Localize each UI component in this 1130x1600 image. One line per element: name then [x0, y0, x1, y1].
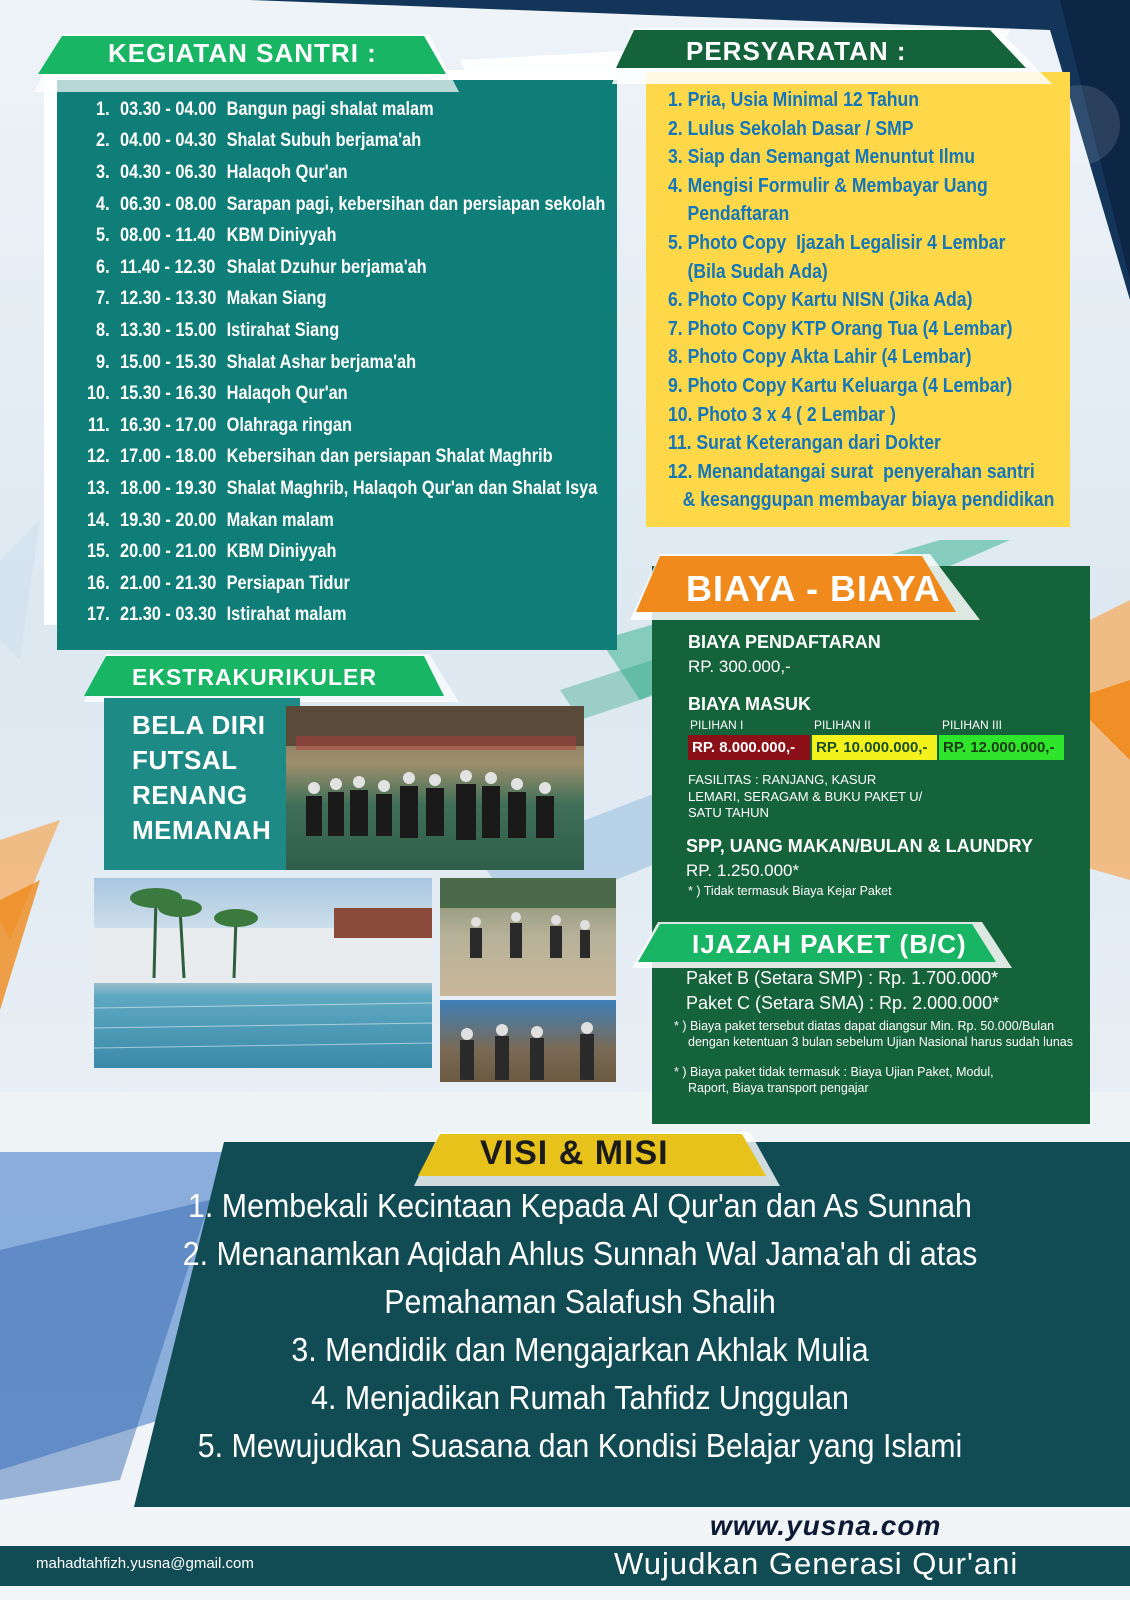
kegiatan-item-number: 1. [96, 98, 110, 120]
martial-arts-photo [440, 878, 616, 996]
visi-item: 3. Mendidik dan Mengajarkan Akhlak Mulia [291, 1331, 869, 1368]
persyaratan-item: 11. Surat Keterangan dari Dokter [668, 432, 941, 455]
biaya-pendaftaran-value: RP. 300.000,- [688, 657, 791, 676]
fasilitas-text [688, 772, 922, 822]
kegiatan-item [77, 189, 605, 221]
kegiatan-item [77, 505, 605, 537]
kegiatan-title: KEGIATAN SANTRI : [108, 38, 377, 68]
kegiatan-item-activity: KBM Diniyyah [226, 541, 337, 563]
biaya-pendaftaran-label: BIAYA PENDAFTARAN [688, 632, 881, 652]
kegiatan-item-time: 20.00 - 21.00 [120, 541, 217, 563]
kegiatan-item-activity: Sarapan pagi, kebersihan dan persiapan sekolah [226, 193, 606, 215]
visi-list [140, 1182, 1020, 1470]
kegiatan-item-time: 03.30 - 04.00 [120, 98, 217, 120]
kegiatan-item-activity: KBM Diniyyah [226, 225, 337, 247]
kegiatan-item-activity: Bangun pagi shalat malam [226, 98, 434, 120]
ekstra-title: EKSTRAKURIKULER [132, 664, 377, 690]
kegiatan-panel [57, 80, 617, 650]
persyaratan-item: 2. Lulus Sekolah Dasar / SMP [668, 117, 914, 140]
persyaratan-item: 3. Siap dan Semangat Menuntut Ilmu [668, 146, 976, 169]
kegiatan-item-time: 04.30 - 06.30 [120, 161, 217, 183]
kegiatan-item-activity: Olahraga ringan [226, 414, 352, 436]
archery-group-photo-figures [440, 1000, 616, 1082]
kegiatan-item-time: 17.00 - 18.00 [120, 446, 217, 468]
kegiatan-item [77, 157, 605, 189]
ijazah-note-line: dengan ketentuan 3 bulan sebelum Ujian Nasional harus sudah lunas [688, 1035, 1073, 1049]
kegiatan-item [77, 442, 605, 474]
pilihan-1-value: RP. 8.000.000,- [688, 735, 810, 760]
kegiatan-item [77, 220, 605, 252]
kegiatan-item-number: 4. [96, 193, 110, 215]
kegiatan-item-activity: Persiapan Tidur [226, 572, 350, 594]
persyaratan-item: 7. Photo Copy KTP Orang Tua (4 Lembar) [668, 317, 1013, 340]
kegiatan-item-time: 06.30 - 08.00 [120, 193, 217, 215]
persyaratan-item: 12. Menandatangai surat penyerahan santri [668, 460, 1035, 483]
kegiatan-item-activity: Makan Siang [226, 288, 327, 310]
persyaratan-item: 1. Pria, Usia Minimal 12 Tahun [668, 89, 920, 111]
kegiatan-item-time: 15.00 - 15.30 [120, 351, 217, 373]
ekstra-item: BELA DIRI [132, 710, 266, 740]
kegiatan-item-number: 14. [86, 509, 110, 531]
kegiatan-item [77, 536, 605, 568]
tagline-text: Wujudkan Generasi Qur'ani [614, 1546, 1019, 1581]
kegiatan-item-number: 2. [96, 130, 110, 152]
visi-item: 1. Membekali Kecintaan Kepada Al Qur'an dan As Sunnah [188, 1187, 972, 1224]
kegiatan-item-activity: Shalat Dzuhur berjama'ah [226, 256, 427, 278]
persyaratan-item: 4. Mengisi Formulir & Membayar Uang [668, 174, 988, 197]
fasilitas-line: SATU TAHUN [688, 805, 769, 820]
kegiatan-item [77, 347, 605, 379]
kegiatan-item-activity: Halaqoh Qur'an [226, 383, 348, 405]
website-text: www.yusna.com [710, 1510, 942, 1541]
pilihan-3-label: PILIHAN III [942, 718, 1003, 732]
visi-item: Pemahaman Salafush Shalih [384, 1283, 776, 1320]
kegiatan-list [77, 94, 691, 631]
futsal-team-photo [286, 706, 584, 870]
kegiatan-item-number: 16. [86, 572, 110, 594]
martial-arts-photo-figures [440, 878, 616, 996]
persyaratan-item: 8. Photo Copy Akta Lahir (4 Lembar) [668, 346, 972, 369]
ijazah-note-1 [674, 1018, 1073, 1050]
swimming-pool-photo-scene [94, 878, 432, 1068]
fasilitas-line: FASILITAS : RANJANG, KASUR [688, 772, 877, 787]
kegiatan-item-time: 16.30 - 17.00 [120, 414, 217, 436]
ekstra-item: MEMANAH [132, 815, 272, 845]
kegiatan-item-number: 12. [86, 446, 110, 468]
ijazah-note-line: Raport, Biaya transport pengajar [688, 1081, 869, 1095]
kegiatan-item-activity: Shalat Subuh berjama'ah [226, 130, 422, 152]
kegiatan-item-number: 7. [96, 288, 110, 310]
kegiatan-item [77, 315, 605, 347]
kegiatan-item [77, 252, 605, 284]
kegiatan-item [77, 568, 605, 600]
paket-b-text: Paket B (Setara SMP) : Rp. 1.700.000* [686, 968, 999, 988]
kegiatan-item-time: 08.00 - 11.40 [120, 225, 216, 247]
kegiatan-item-activity: Istirahat malam [226, 604, 347, 626]
visi-item: 2. Menanamkan Aqidah Ahlus Sunnah Wal Jama'ah di atas [182, 1235, 978, 1272]
kegiatan-item-time: 21.00 - 21.30 [120, 572, 217, 594]
kegiatan-item-activity: Kebersihan dan persiapan Shalat Maghrib [226, 446, 553, 468]
fasilitas-line: LEMARI, SERAGAM & BUKU PAKET U/ [688, 788, 923, 804]
persyaratan-item: & kesanggupan membayar biaya pendidikan [668, 489, 1055, 512]
ijazah-note-line: * ) Biaya paket tersebut diatas dapat diangsur Min. Rp. 50.000/Bulan [674, 1019, 1055, 1033]
kegiatan-item-activity: Shalat Maghrib, Halaqoh Qur'an dan Shalat Isya [226, 477, 598, 499]
kegiatan-item-number: 11. [87, 414, 110, 436]
ijazah-note-line: * ) Biaya paket tidak termasuk : Biaya Ujian Paket, Modul, [674, 1065, 994, 1079]
biaya-masuk-label: BIAYA MASUK [688, 694, 812, 714]
kegiatan-item-time: 12.30 - 13.30 [120, 288, 217, 310]
email-text: mahadtahfizh.yusna@gmail.com [36, 1555, 254, 1572]
kegiatan-item-time: 04.00 - 04.30 [120, 130, 217, 152]
kegiatan-item [77, 284, 605, 316]
pilihan-2-label: PILIHAN II [814, 718, 871, 732]
spp-label: SPP, UANG MAKAN/BULAN & LAUNDRY [686, 836, 1034, 856]
kegiatan-item [77, 378, 605, 410]
pilihan-2-value: RP. 10.000.000,- [812, 735, 937, 760]
kegiatan-item-number: 10. [86, 383, 110, 405]
ekstra-list [132, 708, 271, 848]
persyaratan-item: Pendaftaran [668, 203, 790, 226]
visi-title: VISI & MISI [480, 1134, 669, 1172]
persyaratan-item: 9. Photo Copy Kartu Keluarga (4 Lembar) [668, 374, 1013, 397]
futsal-team-photo-figures [286, 706, 584, 870]
kegiatan-item-number: 15. [86, 541, 110, 563]
persyaratan-panel [646, 72, 1070, 527]
kegiatan-item-activity: Halaqoh Qur'an [226, 161, 348, 183]
persyaratan-item: 10. Photo 3 x 4 ( 2 Lembar ) [668, 403, 896, 426]
archery-group-photo [440, 1000, 616, 1082]
kegiatan-item-time: 15.30 - 16.30 [120, 383, 217, 405]
kegiatan-item-time: 13.30 - 15.00 [120, 319, 217, 341]
persyaratan-item: 6. Photo Copy Kartu NISN (Jika Ada) [668, 289, 973, 312]
kegiatan-item-number: 8. [96, 319, 110, 341]
spp-value: RP. 1.250.000* [686, 861, 800, 880]
ekstra-panel [104, 698, 300, 870]
kegiatan-item-activity: Makan malam [226, 509, 334, 531]
kegiatan-item-number: 3. [96, 161, 110, 183]
kegiatan-item [77, 473, 605, 505]
kegiatan-item-number: 5. [96, 225, 110, 247]
pilihan-1-label: PILIHAN I [690, 718, 744, 732]
kegiatan-item-number: 13. [86, 477, 110, 499]
biaya-title: BIAYA - BIAYA [686, 568, 941, 609]
kegiatan-item-number: 9. [96, 351, 110, 373]
persyaratan-item: 5. Photo Copy Ijazah Legalisir 4 Lembar [668, 231, 1006, 254]
kegiatan-item-time: 18.00 - 19.30 [120, 477, 217, 499]
kegiatan-item [77, 600, 605, 632]
kegiatan-item [77, 126, 605, 158]
persyaratan-title: PERSYARATAN : [686, 36, 907, 66]
kegiatan-item-time: 19.30 - 20.00 [120, 509, 217, 531]
kegiatan-item-time: 21.30 - 03.30 [120, 604, 217, 626]
visi-item: 5. Mewujudkan Suasana dan Kondisi Belajar yang Islami [197, 1427, 963, 1464]
ijazah-title: IJAZAH PAKET (B/C) [692, 929, 967, 959]
visi-item: 4. Menjadikan Rumah Tahfidz Unggulan [311, 1379, 849, 1416]
kegiatan-item [77, 410, 605, 442]
swimming-pool-photo [94, 878, 432, 1068]
kegiatan-item-activity: Istirahat Siang [226, 319, 340, 341]
spp-note: * ) Tidak termasuk Biaya Kejar Paket [688, 884, 892, 898]
paket-c-text: Paket C (Setara SMA) : Rp. 2.000.000* [686, 993, 1000, 1013]
persyaratan-list [668, 86, 1107, 515]
kegiatan-item-number: 17. [86, 604, 110, 626]
ijazah-note-2 [674, 1064, 994, 1096]
kegiatan-item-time: 11.40 - 12.30 [120, 256, 216, 278]
kegiatan-item-activity: Shalat Ashar berjama'ah [226, 351, 417, 373]
pilihan-3-value: RP. 12.000.000,- [939, 735, 1064, 760]
ekstra-item: RENANG [132, 780, 248, 810]
kegiatan-item-number: 6. [96, 256, 110, 278]
persyaratan-item: (Bila Sudah Ada) [668, 260, 828, 283]
kegiatan-item [77, 94, 605, 126]
ekstra-item: FUTSAL [132, 745, 238, 775]
